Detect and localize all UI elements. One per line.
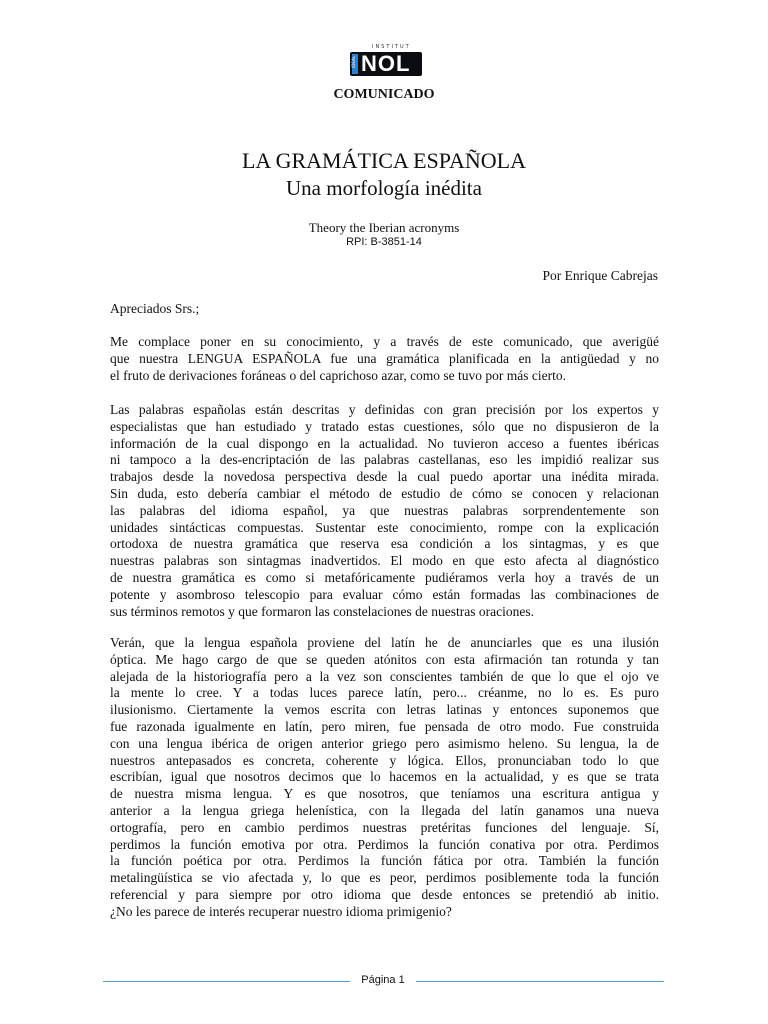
- text-line: trabajos desde la novedosa perspectiva desde la cual puedo aportar una inédita mirada.: [110, 469, 659, 485]
- footer-rule-right: [416, 981, 664, 982]
- text-line: especialistas que han estudiado y tratado estas cuestiones, sólo que no dispusieron de la: [110, 418, 659, 434]
- theory-line: Theory the Iberian acronyms: [308, 220, 460, 235]
- salutation: Apreciados Srs.;: [110, 301, 200, 316]
- text-line: las palabras del idioma español, ya que nuestras palabras sorprendentemente son: [110, 502, 659, 518]
- page-number: Página 1: [361, 974, 405, 986]
- footer-rule-left: [103, 981, 350, 982]
- text-line: de nuestra misma lengua. Y es que nosotros, que teníamos una escritura antigua y: [110, 786, 659, 802]
- text-line: fue razonada igualmente en latín, pero miren, fue pensada de otro modo. Fue construida: [110, 718, 659, 734]
- text-line: potente y asombroso telescopio para evaluar cómo están formadas las combinaciones de: [110, 586, 659, 602]
- institute-logo: [350, 44, 422, 76]
- text-line: ni tampoco a la des-encriptación de las palabras castellanas, eso les impidió realizar sus: [110, 452, 659, 468]
- text-line: escribían, igual que nosotros decimos que lo hacemos en la actualidad, y es que se trata: [110, 769, 659, 785]
- text-line: Me complace poner en su conocimiento, y a través de este comunicado, que averigüé: [110, 334, 659, 349]
- text-line: referencial y para siempre por otro idioma que desde entonces se pretendió ab initio.: [110, 886, 659, 902]
- text-line: nuestros antepasados es concreta, coherente y lógica. Ellos, pronunciaban todo lo que: [110, 752, 659, 768]
- text-line: con una lengua ibérica de origen anterior griego pero asimismo heleno. Su lengua, la de: [110, 735, 659, 751]
- text-line: la mente lo cree. Y a todas luces parece latín, pero... créanme, no lo es. Es puro: [110, 685, 659, 701]
- text-line: ortodoxa de nuestra gramática que reserva esa condición a los sintagmas, y es que: [110, 536, 659, 552]
- text-line: nuestras palabras son sintagmas inadvertidos. El modo en que esto afecta al diagnóstico: [110, 553, 659, 569]
- document-title: LA GRAMÁTICA ESPAÑOLA: [241, 148, 526, 173]
- text-line: Verán, que la lengua española proviene del latín he de anunciarles que es una ilusión: [110, 635, 659, 650]
- logo-side-text: IDEAL: [351, 56, 356, 68]
- text-line: anterior a la lengua griega helenística, con la llegada del latín ganamos una nueva: [110, 802, 659, 818]
- text-line: ¿No les parece de interés recuperar nuestro idioma primigenio?: [110, 903, 452, 919]
- text-line: alejada de la historiografía pero a la vez son conscientes también de que lo que el ojo ve: [110, 668, 659, 684]
- text-line: que nuestra LENGUA ESPAÑOLA fue una gramática planificada en la antigüedad y no: [110, 350, 659, 366]
- paragraph-3: [110, 635, 659, 921]
- text-line: Sin duda, esto debería cambiar el método de estudio de cómo se conocen y relacionan: [110, 485, 659, 501]
- text-line: Las palabras españolas están descritas y definidas con gran precisión por los expertos y: [110, 402, 659, 417]
- text-line: ilusionismo. Ciertamente la vemos escrita con letras latinas y entonces suponemos que: [110, 702, 659, 718]
- text-line: de nuestra gramática es como si metafóricamente pudiéramos verla hoy a través de un: [110, 569, 659, 585]
- logo-wordmark: NOL: [361, 51, 411, 76]
- paragraph-2: [110, 402, 659, 620]
- author-line: Por Enrique Cabrejas: [542, 268, 658, 283]
- registration-number: RPI: B-3851-14: [346, 236, 422, 248]
- text-line: el fruto de derivaciones foráneas o del caprichoso azar, como se tuvo por más cierto.: [110, 367, 567, 383]
- text-line: unidades sintácticas compuestas. Sustentar este conocimiento, rompe con la explicación: [110, 519, 659, 535]
- paragraph-1: [110, 334, 659, 384]
- logo-top-text: INSTITUT: [372, 44, 411, 50]
- text-line: metalingüística se vio afectada y, lo que es peor, perdimos posiblemente toda la función: [110, 870, 659, 886]
- text-line: sus términos remotos y que formaron las constelaciones de nuestras oraciones.: [110, 603, 535, 619]
- text-line: información de la cual dispongo en la actualidad. No tuvieron acceso a fuentes ibéricas: [110, 435, 659, 451]
- text-line: óptica. Me hago cargo de que se queden atónitos con esta afirmación tan rotunda y tan: [110, 651, 659, 667]
- text-line: la función poética por otra. Perdimos la función fática por otra. También la función: [110, 853, 659, 869]
- text-line: ortografía, pero en cambio perdimos nuestras pretéritas funciones del lenguaje. Sí,: [110, 819, 659, 835]
- document-type-heading: COMUNICADO: [333, 87, 435, 102]
- text-line: perdimos la función emotiva por otra. Perdimos la función conativa por otra. Perdimos: [110, 836, 659, 852]
- document-subtitle: Una morfología inédita: [286, 176, 482, 200]
